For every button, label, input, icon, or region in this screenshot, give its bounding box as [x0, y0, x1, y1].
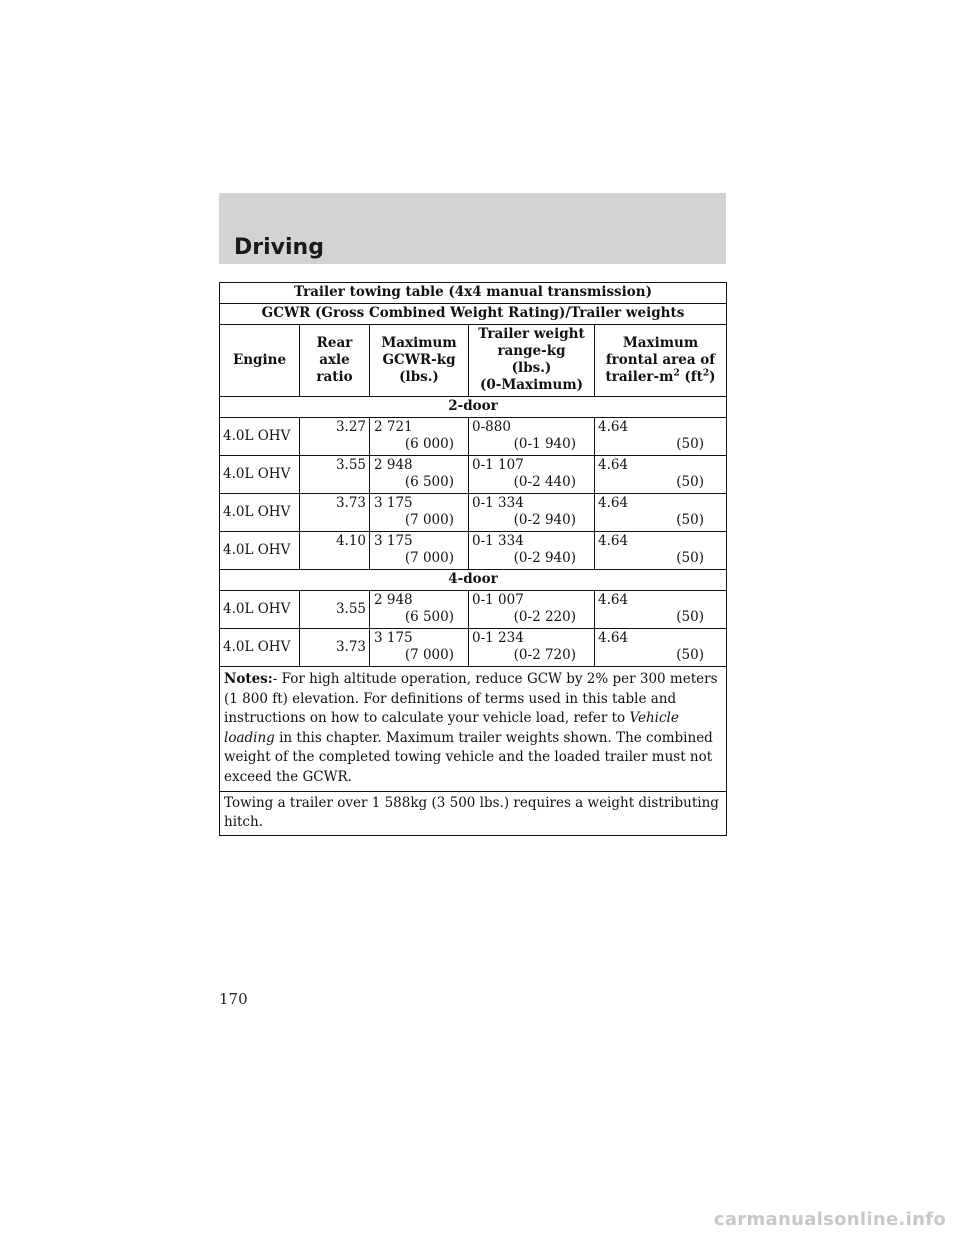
header-gcwr-line: (lbs.) [399, 368, 439, 385]
gcwr-cell [370, 591, 469, 629]
table-subtitle-row [220, 304, 727, 325]
trailer-weight-cell [469, 532, 595, 570]
trailer-weight-kg: 0-1 007 [472, 592, 524, 608]
notes-row [220, 667, 727, 792]
trailer-weight-lbs: (0-2 440) [513, 474, 576, 490]
header-frontal-line: Maximum [622, 334, 699, 351]
trailer-weight-cell [469, 494, 595, 532]
header-engine [220, 325, 300, 397]
trailer-weight-kg: 0-1 234 [472, 630, 524, 646]
trailer-weight-lbs: (0-1 940) [513, 436, 576, 452]
trailer-weight-lbs: (0-2 940) [513, 550, 576, 566]
frontal-area-ft2: (50) [676, 474, 704, 490]
gcwr-lbs: (7 000) [404, 647, 454, 663]
gcwr-cell [370, 418, 469, 456]
gcwr-lbs: (6 000) [404, 436, 454, 452]
axle-ratio-cell: 3.55 [300, 591, 370, 629]
group-label: 2-door [220, 397, 727, 418]
frontal-area-ft2: (50) [676, 436, 704, 452]
header-gcwr-line: GCWR-kg [382, 351, 456, 368]
header-trailer-line: range-kg [497, 343, 566, 359]
footer-note: Towing a trailer over 1 588kg (3 500 lbs.) requires a weight distributing hitch. [220, 792, 727, 836]
frontal-area-cell [595, 494, 727, 532]
trailer-weight-kg: 0-1 334 [472, 533, 524, 549]
group-row [220, 397, 727, 418]
axle-ratio-cell: 3.73 [300, 494, 370, 532]
table-row [220, 456, 727, 494]
gcwr-kg: 2 721 [374, 419, 413, 435]
frontal-area-ft2: (50) [676, 512, 704, 528]
trailer-weight-cell [469, 418, 595, 456]
gcwr-kg: 3 175 [374, 533, 413, 549]
gcwr-kg: 3 175 [374, 630, 413, 646]
engine-cell: 4.0L OHV [220, 629, 300, 667]
notes-label: Notes: [224, 671, 273, 687]
trailer-weight-kg: 0-880 [472, 419, 511, 435]
trailer-weight-lbs: (0-2 940) [513, 512, 576, 528]
footer-row [220, 792, 727, 836]
engine-cell: 4.0L OHV [220, 591, 300, 629]
vehicle-loading-reference: Vehicle loading [224, 710, 679, 746]
gcwr-cell [370, 629, 469, 667]
engine-cell: 4.0L OHV [220, 532, 300, 570]
table-body [220, 283, 727, 836]
trailer-weight-kg: 0-1 334 [472, 495, 524, 511]
superscript-2: 2 [673, 368, 680, 378]
header-gcwr [370, 325, 469, 397]
frontal-area-cell [595, 456, 727, 494]
gcwr-kg: 3 175 [374, 495, 413, 511]
axle-ratio-cell: 3.55 [300, 456, 370, 494]
gcwr-kg: 2 948 [374, 592, 413, 608]
gcwr-cell [370, 494, 469, 532]
frontal-area-ft2: (50) [676, 609, 704, 625]
frontal-area-ft2: (50) [676, 550, 704, 566]
group-label: 4-door [220, 570, 727, 591]
page-number: 170 [219, 990, 248, 1008]
gcwr-lbs: (6 500) [404, 609, 454, 625]
header-frontal-area [595, 325, 727, 397]
trailer-towing-table [219, 282, 727, 836]
frontal-area-m2: 4.64 [598, 457, 629, 473]
frontal-area-m2: 4.64 [598, 495, 629, 511]
frontal-area-m2: 4.64 [598, 592, 629, 608]
header-axle-line: axle [319, 351, 350, 368]
axle-ratio-cell: 3.73 [300, 629, 370, 667]
table-row [220, 494, 727, 532]
gcwr-lbs: (7 000) [404, 512, 454, 528]
frontal-area-m2: 4.64 [598, 419, 629, 435]
table-title: Trailer towing table (4x4 manual transmission) [220, 283, 727, 304]
section-title: Driving [234, 235, 324, 260]
header-frontal-line [598, 369, 723, 386]
trailer-weight-lbs: (0-2 720) [513, 647, 576, 663]
frontal-area-cell [595, 591, 727, 629]
table-row [220, 591, 727, 629]
gcwr-lbs: (6 500) [404, 474, 454, 490]
trailer-weight-cell [469, 591, 595, 629]
trailer-weight-lbs: (0-2 220) [513, 609, 576, 625]
gcwr-cell [370, 456, 469, 494]
gcwr-kg: 2 948 [374, 457, 413, 473]
header-gcwr-line: Maximum [381, 334, 457, 351]
axle-ratio-cell: 4.10 [300, 532, 370, 570]
engine-cell: 4.0L OHV [220, 418, 300, 456]
trailer-weight-kg: 0-1 107 [472, 457, 524, 473]
notes-text: - For high altitude operation, reduce GCW by 2% per 300 meters (1 800 ft) elevation. For definitions of terms used in this table and instructions on how to calculate your vehicle load, refer to [224, 671, 718, 726]
watermark: carmanualsonline.info [713, 1209, 946, 1230]
header-axle-line: Rear [316, 334, 353, 351]
table-row [220, 532, 727, 570]
header-engine-label: Engine [232, 351, 287, 368]
column-header-row [220, 325, 727, 397]
frontal-area-cell [595, 418, 727, 456]
header-trailer-weight [469, 325, 595, 397]
header-trailer-line: (0-Maximum) [479, 377, 584, 393]
axle-ratio-cell: 3.27 [300, 418, 370, 456]
engine-cell: 4.0L OHV [220, 494, 300, 532]
table-row [220, 418, 727, 456]
header-trailer-line: (lbs.) [511, 360, 552, 376]
header-frontal-mid: (ft [679, 368, 703, 385]
table-row [220, 629, 727, 667]
notes-cell [220, 667, 727, 792]
notes-text: in this chapter. Maximum trailer weights shown. The combined weight of the completed towing vehicle and the loaded trailer must not exceed the GCWR. [224, 729, 713, 785]
gcwr-cell [370, 532, 469, 570]
header-frontal-prefix: trailer-m [605, 368, 674, 385]
header-axle [300, 325, 370, 397]
trailer-weight-cell [469, 629, 595, 667]
table-subtitle: GCWR (Gross Combined Weight Rating)/Trailer weights [220, 304, 727, 325]
header-trailer-line: Trailer weight [478, 326, 585, 342]
superscript-2: 2 [702, 368, 710, 378]
trailer-weight-cell [469, 456, 595, 494]
engine-cell: 4.0L OHV [220, 456, 300, 494]
header-axle-line: ratio [316, 368, 353, 385]
section-header [219, 193, 726, 264]
table-title-row [220, 283, 727, 304]
gcwr-lbs: (7 000) [404, 550, 454, 566]
header-frontal-suffix: ) [709, 368, 716, 385]
frontal-area-cell [595, 629, 727, 667]
frontal-area-cell [595, 532, 727, 570]
frontal-area-m2: 4.64 [598, 630, 629, 646]
group-row [220, 570, 727, 591]
frontal-area-m2: 4.64 [598, 533, 629, 549]
header-frontal-line: frontal area of [605, 351, 716, 368]
frontal-area-ft2: (50) [676, 647, 704, 663]
